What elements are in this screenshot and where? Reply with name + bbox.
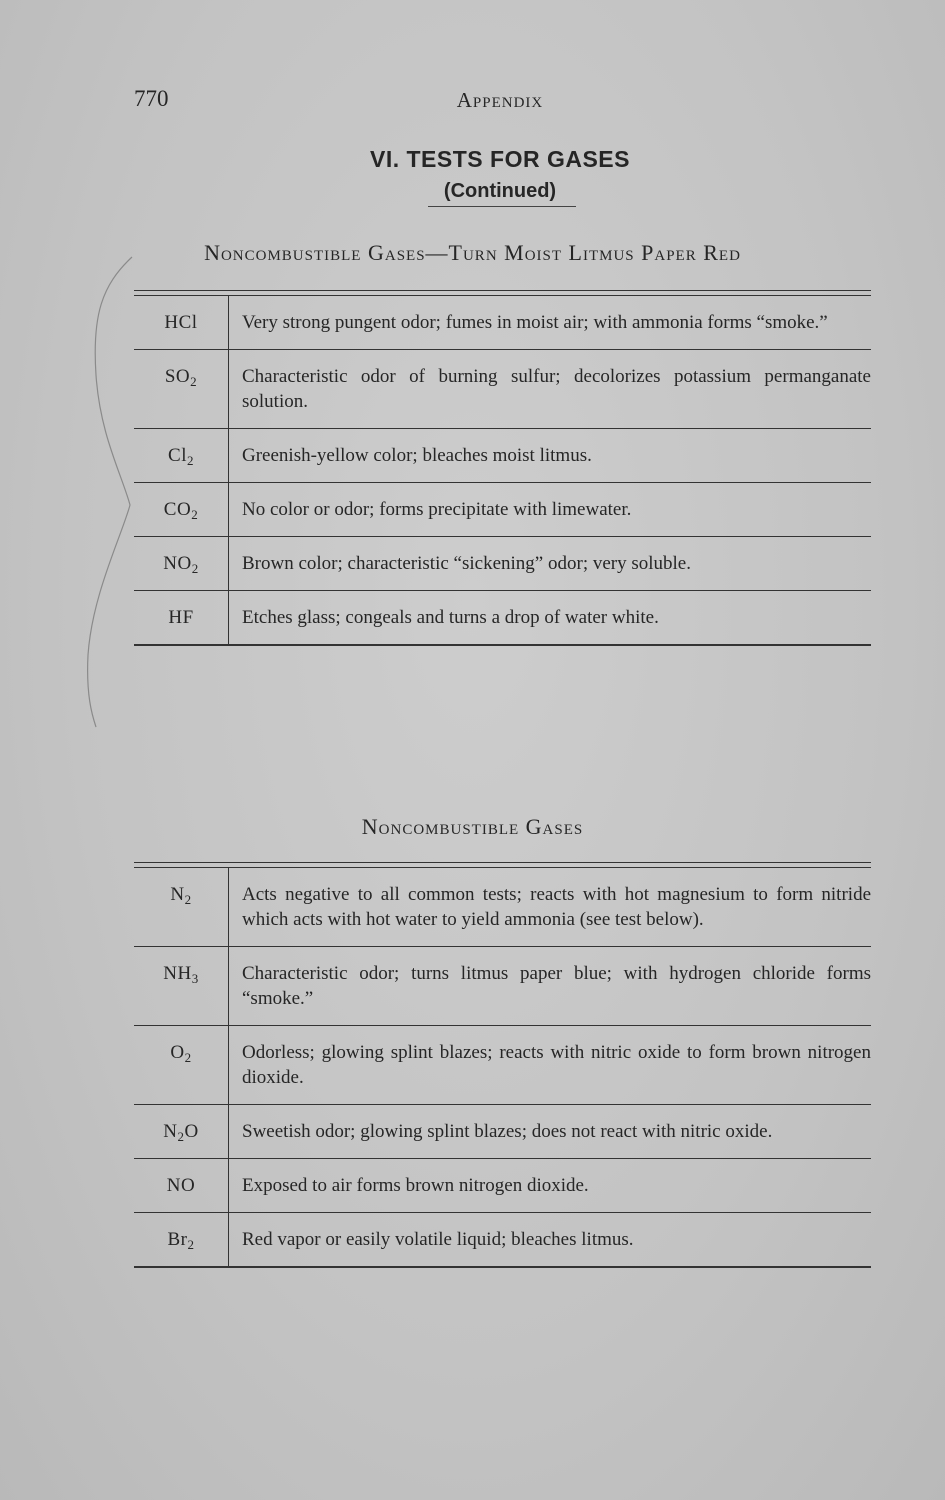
page-number: 770 xyxy=(134,86,169,111)
formula-tail: O xyxy=(184,1121,199,1142)
table-row xyxy=(134,483,871,537)
table-row xyxy=(134,591,871,646)
gas-test-description: No color or odor; forms precipitate with limewater. xyxy=(242,499,632,520)
gas-formula xyxy=(134,868,228,946)
gas-formula xyxy=(134,350,228,428)
formula-subscript: 2 xyxy=(186,453,194,468)
formula-subscript: 2 xyxy=(184,1050,192,1065)
gas-test-description: Etches glass; congeals and turns a drop of water white. xyxy=(242,607,659,628)
formula-subscript: 2 xyxy=(187,1237,195,1252)
formula-symbol: HF xyxy=(168,607,194,628)
formula-symbol: Cl xyxy=(168,445,187,466)
formula-subscript: 2 xyxy=(190,374,198,389)
gas-formula xyxy=(134,429,228,482)
table-row xyxy=(134,868,871,947)
table1-column-divider xyxy=(228,296,229,646)
gas-test-description: Red vapor or easily volatile liquid; bleaches litmus. xyxy=(242,1229,634,1250)
formula-symbol: NO xyxy=(163,553,192,574)
table-row xyxy=(134,1213,871,1268)
subtitle-underline xyxy=(428,206,576,207)
formula-symbol: NH xyxy=(163,963,192,984)
gas-test-description: Odorless; glowing splint blazes; reacts with nitric oxide to form brown nitrogen dioxide. xyxy=(242,1042,871,1088)
gas-formula xyxy=(134,591,228,644)
pencil-bracket-mark xyxy=(82,255,142,735)
running-head: Appendix xyxy=(456,88,544,112)
gas-formula xyxy=(134,1159,228,1212)
gas-formula xyxy=(134,1213,228,1266)
gas-formula xyxy=(134,947,228,1025)
formula-symbol: CO xyxy=(163,499,192,520)
gas-formula xyxy=(134,296,228,349)
gas-test-description: Greenish-yellow color; bleaches moist litmus. xyxy=(242,445,592,466)
formula-subscript: 2 xyxy=(191,561,199,576)
formula-subscript: 2 xyxy=(177,1129,185,1144)
gas-formula xyxy=(134,537,228,590)
formula-symbol: SO xyxy=(164,366,191,387)
section-title: VI. TESTS FOR GASES xyxy=(370,146,630,172)
table2-rows xyxy=(134,868,871,1268)
table2 xyxy=(134,862,871,1268)
gas-test-description: Characteristic odor of burning sulfur; decolorizes potassium permanganate solution. xyxy=(242,366,871,412)
gas-formula xyxy=(134,1026,228,1104)
gas-formula xyxy=(134,1105,228,1158)
formula-subscript: 2 xyxy=(184,892,192,907)
formula-symbol: O xyxy=(170,1042,185,1063)
gas-test-description: Brown color; characteristic “sickening” odor; very soluble. xyxy=(242,553,691,574)
table-row xyxy=(134,1159,871,1213)
formula-symbol: HCl xyxy=(164,312,198,333)
gas-test-description: Sweetish odor; glowing splint blazes; does not react with nitric oxide. xyxy=(242,1121,773,1142)
table-row xyxy=(134,947,871,1026)
formula-symbol: Br xyxy=(167,1229,188,1250)
formula-symbol: N xyxy=(170,884,185,905)
table-row xyxy=(134,429,871,483)
formula-subscript: 3 xyxy=(191,971,199,986)
table2-heading: Noncombustible Gases xyxy=(361,814,584,839)
table-row xyxy=(134,296,871,350)
gas-test-description: Exposed to air forms brown nitrogen dioxide. xyxy=(242,1175,589,1196)
table-row xyxy=(134,1105,871,1159)
formula-subscript: 2 xyxy=(191,507,199,522)
table1 xyxy=(134,290,871,646)
table2-column-divider xyxy=(228,868,229,1268)
section-subtitle: (Continued) xyxy=(443,180,557,202)
formula-symbol: NO xyxy=(166,1175,196,1196)
gas-test-description: Very strong pungent odor; fumes in moist air; with ammonia forms “smoke.” xyxy=(242,312,828,333)
gas-test-description: Characteristic odor; turns litmus paper blue; with hydrogen chloride forms “smoke.” xyxy=(242,963,871,1009)
formula-symbol: N xyxy=(163,1121,178,1142)
table1-heading: Noncombustible Gases—Turn Moist Litmus Paper Red xyxy=(204,240,741,265)
table-row xyxy=(134,537,871,591)
table1-rows xyxy=(134,296,871,646)
gas-test-description: Acts negative to all common tests; reacts with hot magnesium to form nitride which acts with hot water to yield ammonia (see test below). xyxy=(242,884,871,930)
table-row xyxy=(134,1026,871,1105)
table-row xyxy=(134,350,871,429)
gas-formula xyxy=(134,483,228,536)
